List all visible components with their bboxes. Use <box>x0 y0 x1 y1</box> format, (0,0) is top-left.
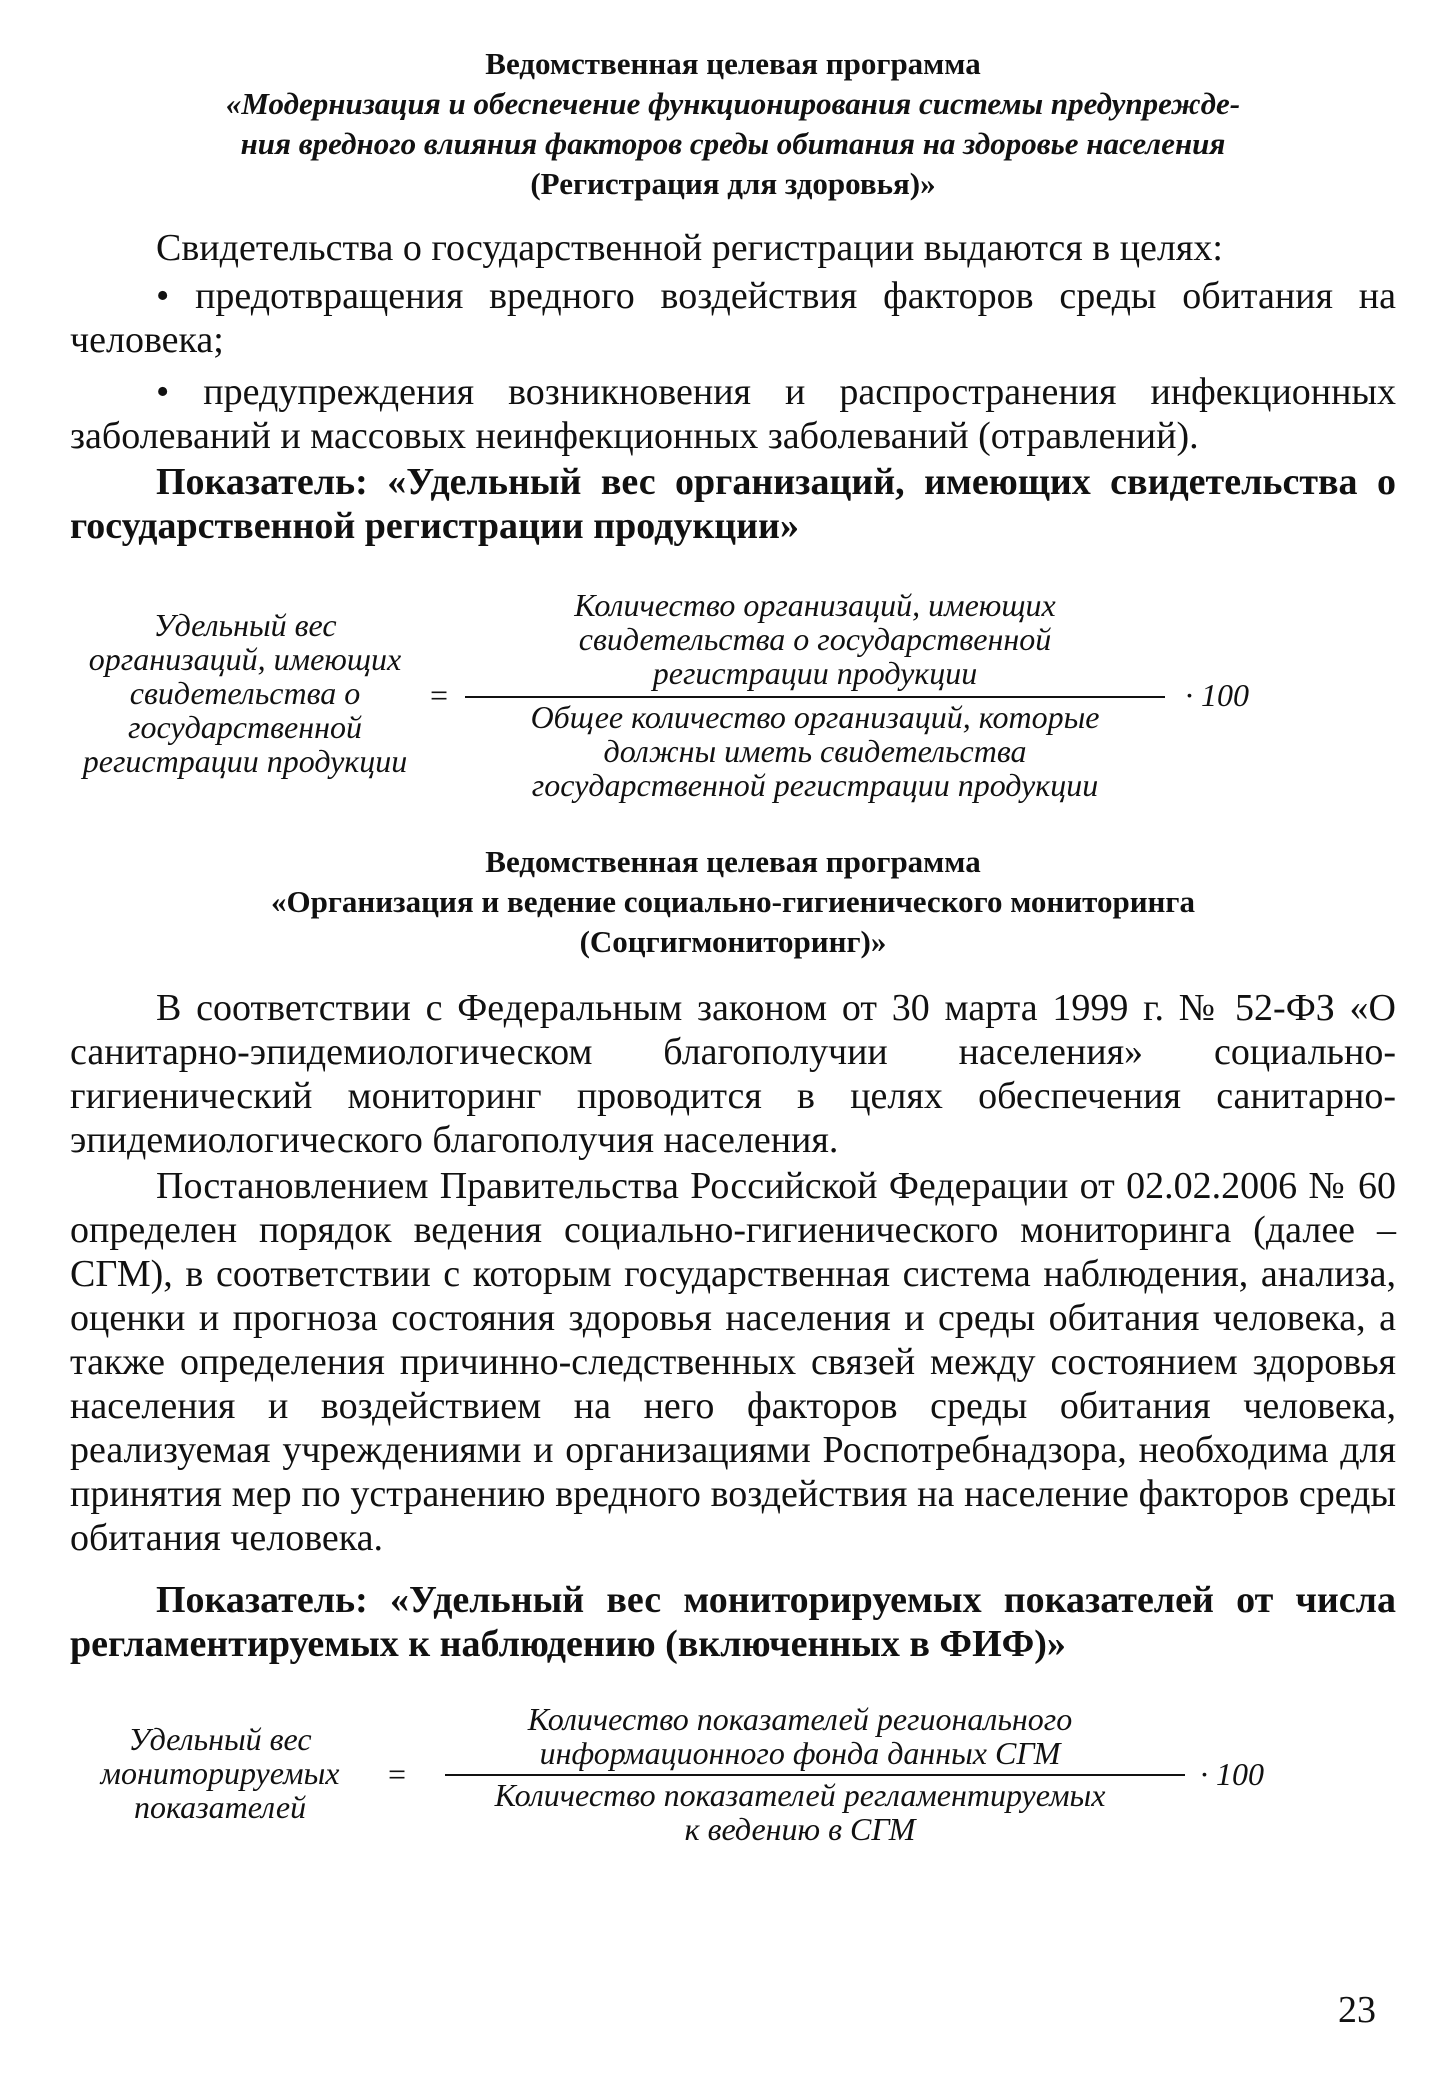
formula-lhs <box>70 1722 370 1824</box>
section1-formula <box>70 588 1396 808</box>
formula-denominator <box>420 1778 1180 1846</box>
page-content <box>70 44 1396 1852</box>
section1-title-line: Ведомственная целевая программа <box>485 46 981 81</box>
formula-lhs <box>70 608 420 778</box>
formula-lhs-line: Удельный вес <box>153 607 337 643</box>
formula-lhs-line: государственной <box>128 709 362 745</box>
fraction-bar <box>465 696 1165 698</box>
section2-title <box>70 842 1396 962</box>
section1-title-line: (Регистрация для здоровья)» <box>530 166 936 201</box>
formula-equals: = <box>430 677 449 713</box>
section2-paragraph: Постановлением Правительства Российской Федерации от 02.02.2006 № 60 определен порядок ведения социально-гигиенического мониторинга (далее – СГМ), в соответствии с которым государственная система наблюдения, анализа, оценки и прогноза состояния здоровья населения и среды обитания человека, а также определения причинно-следственных связей между состоянием здоровья населения и воздействием на него факторов среды обитания человека, реализуемая учреждениями и организациями Роспотребнадзора, необходима для принятия мер по устранению вредного воздействия на население факторов среды обитания человека. <box>70 1165 1396 1559</box>
formula-lhs-line: организаций, имеющих <box>88 641 402 677</box>
section1-title-line: ния вредного влияния факторов среды обитания на здоровье населения <box>240 126 1226 161</box>
formula-multiplier: · 100 <box>1185 677 1249 713</box>
formula-denominator-line: государственной регистрации продукции <box>531 767 1099 803</box>
section2-formula <box>70 1702 1396 1852</box>
section2-paragraph: В соответствии с Федеральным законом от 30 марта 1999 г. № 52-ФЗ «О санитарно-эпидемиологическом благополучии населения» социально-гигиенический мониторинг проводится в целях обеспечения санитарно-эпидемиологического благополучия населения. <box>70 987 1396 1161</box>
formula-numerator-line: регистрации продукции <box>652 655 978 691</box>
formula-numerator-line: свидетельства о государственной <box>578 621 1052 657</box>
section1-intro: Свидетельства о государственной регистрации выдаются в целях: <box>156 227 1223 269</box>
formula-denominator-line: Общее количество организаций, которые <box>530 699 1100 735</box>
formula-numerator-line: информационного фонда данных СГМ <box>539 1735 1061 1771</box>
section1-bullet: • предотвращения вредного воздействия факторов среды обитания на человека; <box>70 275 1396 361</box>
section1-title <box>70 44 1396 204</box>
formula-denominator <box>460 700 1170 802</box>
formula-denominator-line: Количество показателей регламентируемых <box>494 1777 1106 1813</box>
formula-denominator-line: должны иметь свидетельства <box>603 733 1027 769</box>
formula-numerator-line: Количество показателей регионального <box>527 1701 1073 1737</box>
formula-multiplier: · 100 <box>1200 1756 1264 1792</box>
section2-indicator: Показатель: «Удельный вес мониторируемых показателей от числа регламентируемых к наблюдению (включенных в ФИФ)» <box>70 1579 1396 1665</box>
formula-numerator <box>420 1702 1180 1770</box>
fraction-bar <box>445 1774 1185 1776</box>
formula-numerator-line: Количество организаций, имеющих <box>574 587 1056 623</box>
formula-lhs-line: свидетельства о <box>129 675 361 711</box>
formula-lhs-line: показателей <box>133 1789 307 1825</box>
section2-title-line: (Соцгигмониторинг)» <box>579 924 887 959</box>
section1-indicator: Показатель: «Удельный вес организаций, имеющих свидетельства о государственной регистрации продукции» <box>70 461 1396 547</box>
formula-lhs-line: Удельный вес <box>128 1721 312 1757</box>
formula-lhs-line: регистрации продукции <box>82 743 408 779</box>
section2-title-line: «Организация и ведение социально-гигиенического мониторинга <box>271 884 1195 919</box>
section1-title-line: «Модернизация и обеспечение функционирования системы предупрежде- <box>225 86 1241 121</box>
formula-denominator-line: к ведению в СГМ <box>684 1811 916 1847</box>
formula-lhs-line: мониторируемых <box>100 1755 340 1791</box>
formula-equals: = <box>388 1756 407 1792</box>
section2-title-line: Ведомственная целевая программа <box>485 844 981 879</box>
section1-bullet: • предупреждения возникновения и распространения инфекционных заболеваний и массовых неинфекционных заболеваний (отравлений). <box>70 371 1396 457</box>
page-number: 23 <box>1338 1989 1376 2031</box>
formula-numerator <box>460 588 1170 690</box>
